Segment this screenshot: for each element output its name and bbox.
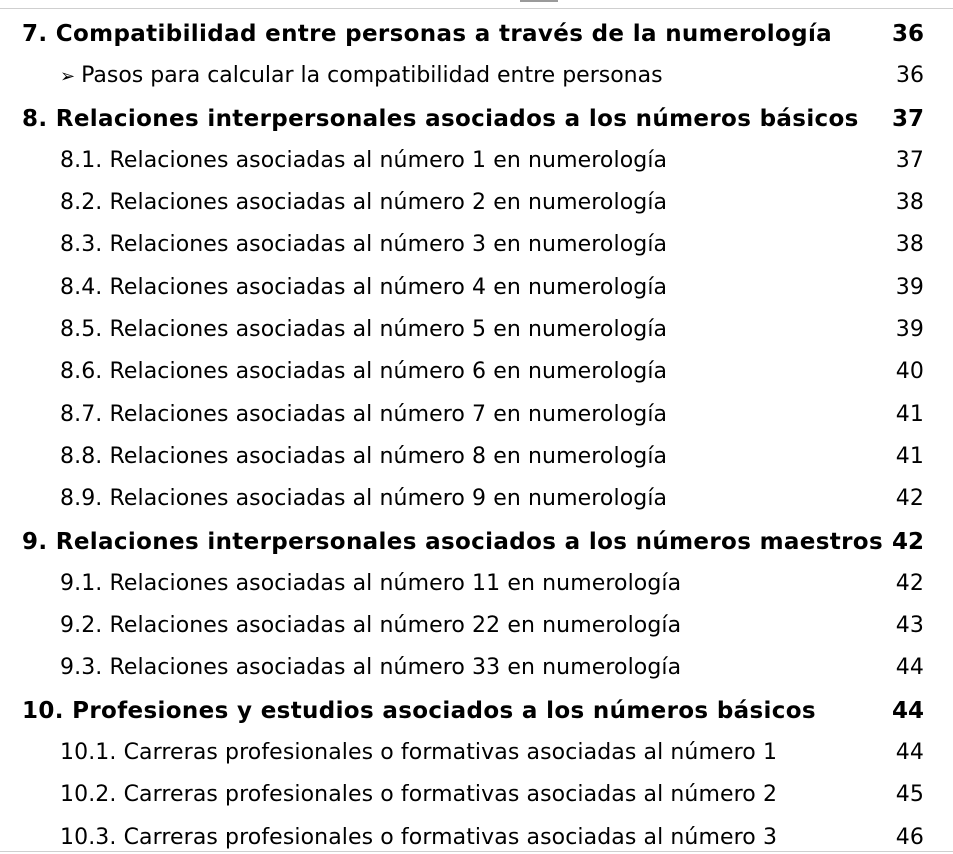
toc-entry-section-8-9[interactable] — [0, 478, 953, 520]
toc-entry-page-number: 45 — [895, 782, 924, 808]
toc-entry-page-number: 42 — [895, 486, 924, 512]
toc-entry-title: 8.8. Relaciones asociadas al número 8 en numerología — [60, 443, 668, 469]
toc-entry-section-8-3[interactable] — [0, 224, 953, 266]
toc-entry-title: 8.4. Relaciones asociadas al número 4 en numerología — [60, 274, 668, 300]
toc-entry-page-number: 41 — [895, 401, 924, 427]
toc-entry-page-number: 39 — [895, 317, 924, 343]
toc-entry-section-8-8[interactable] — [0, 436, 953, 478]
toc-entry-title: 7. Compatibilidad entre personas a través de la numerología — [22, 21, 833, 47]
toc-entry-title-wrapper — [60, 55, 663, 98]
arrow-bullet-icon: ➢ — [60, 66, 76, 88]
toc-entry-title: 10.1. Carreras profesionales o formativas asociadas al número 1 — [60, 740, 778, 766]
toc-entry-title: 8. Relaciones interpersonales asociados a los números básicos — [22, 105, 859, 132]
toc-entry-page-number: 46 — [895, 824, 924, 850]
toc-entry-section-9-2[interactable] — [0, 605, 953, 647]
toc-entry-section-9[interactable] — [0, 521, 953, 563]
toc-entry-page-number: 44 — [895, 740, 924, 766]
toc-entry-section-7[interactable] — [0, 13, 953, 55]
toc-entry-title: 9.1. Relaciones asociadas al número 11 en numerología — [60, 570, 682, 596]
toc-entry-section-10[interactable] — [0, 690, 953, 732]
toc-entry-title: 8.5. Relaciones asociadas al número 5 en numerología — [60, 317, 668, 343]
toc-entry-page-number: 42 — [891, 528, 924, 555]
toc-entry-section-8-6[interactable] — [0, 351, 953, 393]
toc-entry-title: 8.6. Relaciones asociadas al número 6 en numerología — [60, 359, 668, 385]
toc-entry-page-number: 42 — [895, 570, 924, 596]
toc-entry-title: 10.2. Carreras profesionales o formativas asociadas al número 2 — [60, 782, 778, 808]
toc-entry-page-number: 38 — [895, 232, 924, 258]
table-of-contents — [0, 13, 953, 851]
toc-entry-title: 10.3. Carreras profesionales o formativas asociadas al número 3 — [60, 824, 778, 850]
toc-entry-page-number: 44 — [895, 655, 924, 681]
toc-entry-section-9-3[interactable] — [0, 647, 953, 689]
toc-entry-compatibility-steps[interactable] — [0, 55, 953, 97]
toc-entry-section-8[interactable] — [0, 98, 953, 140]
toc-entry-title: 8.1. Relaciones asociadas al número 1 en numerología — [60, 147, 668, 173]
toc-entry-page-number: 36 — [896, 63, 924, 89]
toc-entry-section-8-7[interactable] — [0, 394, 953, 436]
toc-entry-page-number: 37 — [895, 147, 924, 173]
toc-entry-title: 8.2. Relaciones asociadas al número 2 en numerología — [60, 190, 668, 216]
toc-entry-section-9-1[interactable] — [0, 563, 953, 605]
toc-entry-page-number: 41 — [895, 443, 924, 469]
toc-entry-title: 8.7. Relaciones asociadas al número 7 en numerología — [60, 401, 668, 427]
toc-entry-page-number: 37 — [891, 105, 924, 132]
toc-entry-title: 9.2. Relaciones asociadas al número 22 en numerología — [60, 613, 682, 639]
toc-entry-section-8-4[interactable] — [0, 267, 953, 309]
toc-entry-title: Pasos para calcular la compatibilidad entre personas — [81, 63, 663, 89]
toc-entry-title: 9.3. Relaciones asociadas al número 33 en numerología — [60, 655, 682, 681]
toc-entry-section-8-1[interactable] — [0, 140, 953, 182]
toc-entry-page-number: 43 — [895, 613, 924, 639]
page-top-border — [0, 8, 953, 9]
toc-entry-title: 8.9. Relaciones asociadas al número 9 en numerología — [60, 486, 668, 512]
toc-entry-page-number: 38 — [895, 190, 924, 216]
page-bottom-border — [0, 851, 953, 852]
toc-entry-section-10-3[interactable] — [0, 817, 953, 851]
toc-entry-section-10-1[interactable] — [0, 732, 953, 774]
toc-entry-section-8-2[interactable] — [0, 182, 953, 224]
toc-entry-page-number: 44 — [891, 697, 924, 724]
toc-entry-page-number: 39 — [895, 274, 924, 300]
toc-entry-title: 8.3. Relaciones asociadas al número 3 en numerología — [60, 232, 668, 258]
toc-entry-title: 10. Profesiones y estudios asociados a los números básicos — [22, 697, 816, 724]
toc-entry-page-number: 40 — [895, 359, 924, 385]
toc-entry-section-8-5[interactable] — [0, 309, 953, 351]
toc-entry-page-number: 36 — [891, 21, 924, 47]
toc-entry-title: 9. Relaciones interpersonales asociados a los números maestros — [22, 528, 883, 555]
page-top-tab — [520, 0, 558, 2]
toc-entry-section-10-2[interactable] — [0, 774, 953, 816]
